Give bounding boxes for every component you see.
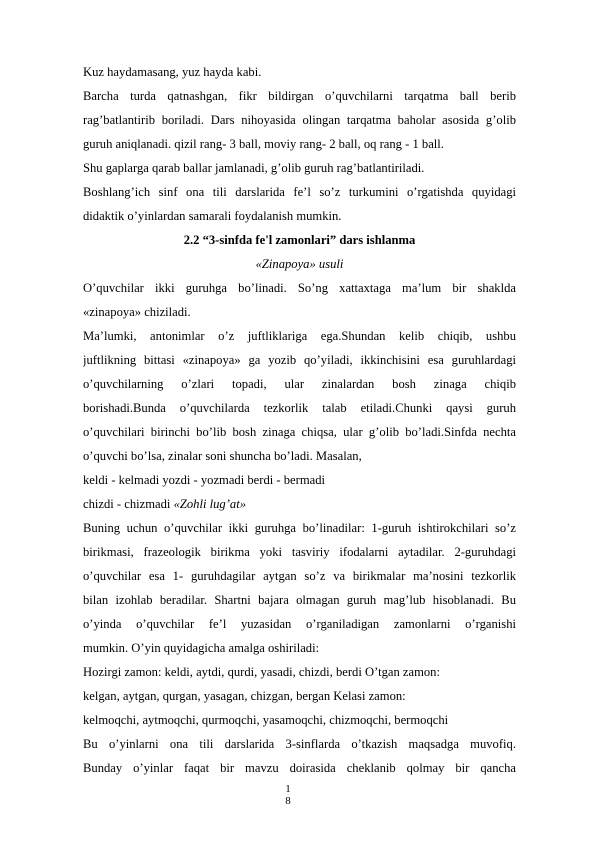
- text-line: birikmasi, frazeologik birikma yoki tasviriy ifodalarni aytadilar. 2-guruhdagi: [83, 545, 516, 559]
- section-subtitle: «Zinapoya» usuli: [255, 257, 344, 271]
- example-line: keldi - kelmadi yozdi - yozmadi berdi - bermadi: [83, 473, 325, 487]
- text-line: guruh aniqlanadi. qizil rang- 3 ball, moviy rang- 2 ball, oq rang - 1 ball.: [83, 137, 444, 151]
- page-number-digit: 8: [285, 795, 291, 807]
- text-line: Buning uchun o’quvchilar ikki guruhga bo’linadilar: 1-guruh ishtirokchilari so’z: [83, 521, 516, 535]
- section-title: 2.2 “3-sinfda fe'l zamonlari” dars ishlanma: [183, 233, 416, 247]
- text-line: «zinapoya» chiziladi.: [83, 305, 191, 319]
- text-line: Hozirgi zamon: keldi, aytdi, qurdi, yasadi, chizdi, berdi O’tgan zamon:: [83, 665, 440, 679]
- game-name: «Zohli lug’at»: [173, 497, 246, 511]
- text-line: Bu o’yinlarni ona tili darslarida 3-sinflarda o’tkazish maqsadga muvofiq.: [83, 737, 516, 751]
- text-line: Boshlang’ich sinf ona tili darslarida fe’l so’z turkumini o’rgatishda quyidagi: [83, 185, 516, 199]
- text-line: Shu gaplarga qarab ballar jamlanadi, g’olib guruh rag’batlantiriladi.: [83, 161, 425, 175]
- example-line: [83, 496, 516, 512]
- page-number-digit: 1: [285, 783, 291, 795]
- text-line: o’quvchilar esa 1- guruhdagilar aytgan so’z va birikmalar ma’nosini tezkorlik: [83, 569, 516, 583]
- text-line: kelmoqchi, aytmoqchi, qurmoqchi, yasamoqchi, chizmoqchi, bermoqchi: [83, 713, 449, 727]
- text-line: o’yinda o’quvchilar fe’l yuzasidan o’rganiladigan zamonlarni o’rganishi: [83, 617, 516, 631]
- text-line: Barcha turda qatnashgan, fikr bildirgan o’quvchilarni tarqatma ball berib: [83, 89, 516, 103]
- text-line: bilan izohlab beradilar. Shartni bajara olmagan guruh mag’lub hisoblanadi. Bu: [83, 593, 516, 607]
- text-line: rag’batlantirib boriladi. Dars nihoyasida olingan tarqatma baholar asosida g’olib: [83, 113, 516, 127]
- text-line: Ma’lumki, antonimlar o’z juftliklariga ega.Shundan kelib chiqib, ushbu: [83, 329, 516, 343]
- text-line: didaktik o’yinlardan samarali foydalanish mumkin.: [83, 209, 342, 223]
- text-line: Bunday o’yinlar faqat bir mavzu doirasida cheklanib qolmay bir qancha: [83, 761, 516, 775]
- example-text: chizdi - chizmadi: [83, 497, 174, 511]
- text-line: o’quvchilari birinchi bo’lib bosh zinaga chiqsa, ular g’olib bo’ladi.Sinfda nechta: [83, 425, 516, 439]
- text-line: Kuz haydamasang, yuz hayda kabi.: [83, 65, 262, 79]
- text-line: o’quvchilarning o’zlari topadi, ular zinalardan bosh zinaga chiqib: [83, 377, 516, 391]
- text-line: O’quvchilar ikki guruhga bo’linadi. So’ng xattaxtaga ma’lum bir shaklda: [83, 281, 516, 295]
- text-line: o’quvchi bo’lsa, zinalar soni shuncha bo’ladi. Masalan,: [83, 449, 362, 463]
- text-line: borishadi.Bunda o’quvchilarda tezkorlik talab etiladi.Chunki qaysi guruh: [83, 401, 516, 415]
- text-line: juftlikning bittasi «zinapoya» ga yozib qo’yiladi, ikkinchisini esa guruhlardagi: [83, 353, 516, 367]
- text-line: kelgan, aytgan, qurgan, yasagan, chizgan, bergan Kelasi zamon:: [83, 689, 406, 703]
- text-line: mumkin. O’yin quyidagicha amalga oshiriladi:: [83, 641, 320, 655]
